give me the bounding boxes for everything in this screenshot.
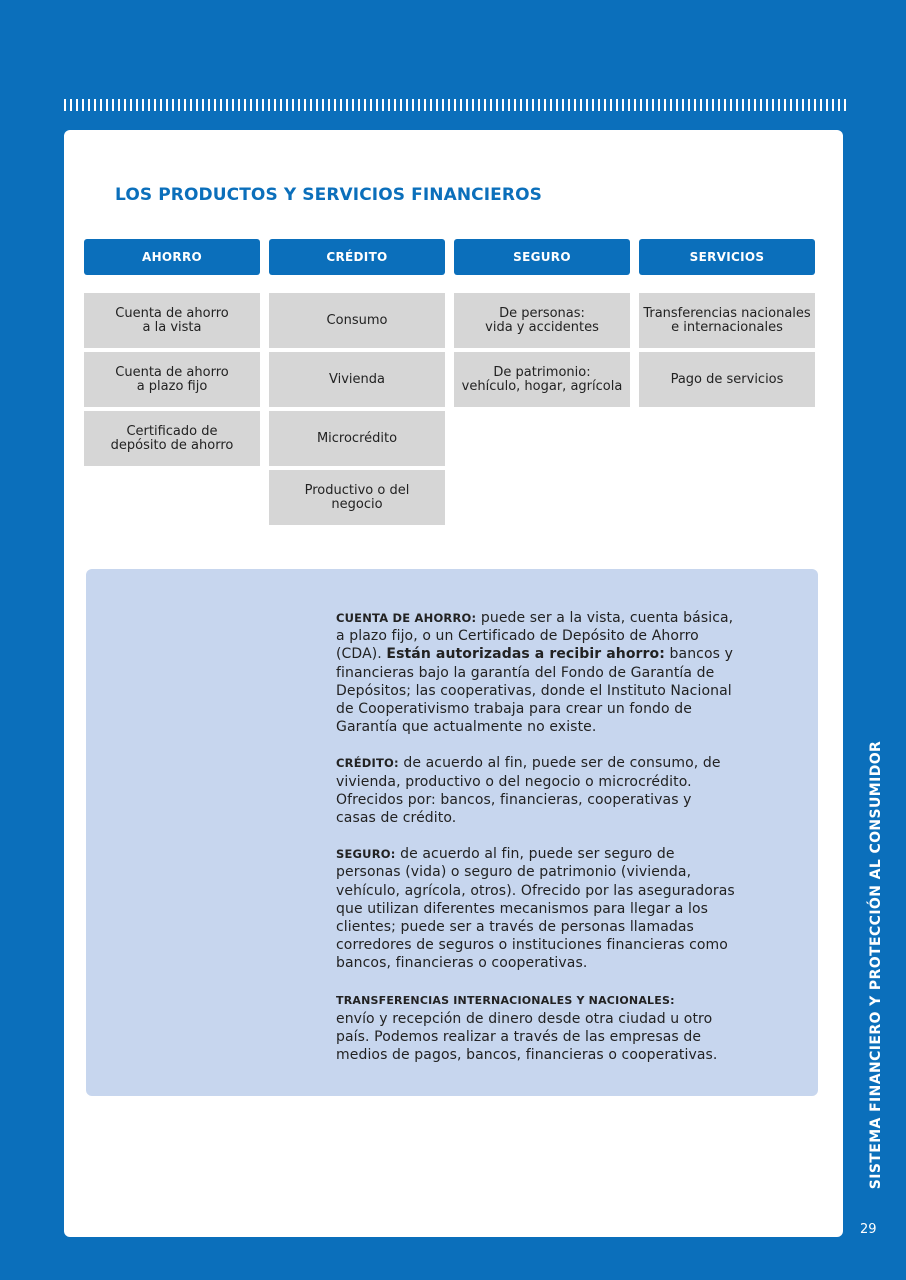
column-header: SERVICIOS bbox=[639, 239, 815, 275]
ahorro-text-2: bancos y financieras bajo la garantía del Fondo de Garantía de Depósitos; las cooperativas, donde el Instituto Nacional de Cooperativismo trabaja para crear un fondo de Garantía que actualmente no existe. bbox=[336, 646, 733, 736]
seguro-paragraph bbox=[336, 845, 736, 972]
product-cell: Vivienda bbox=[269, 352, 445, 407]
product-cell: Pago de servicios bbox=[639, 352, 815, 407]
column-header: AHORRO bbox=[84, 239, 260, 275]
column-header: CRÉDITO bbox=[269, 239, 445, 275]
product-cell: De patrimonio: vehículo, hogar, agrícola bbox=[454, 352, 630, 407]
product-cell: De personas: vida y accidentes bbox=[454, 293, 630, 348]
page-title: LOS PRODUCTOS Y SERVICIOS FINANCIEROS bbox=[115, 185, 542, 205]
sidebar-section-title: SISTEMA FINANCIERO Y PROTECCIÓN AL CONSUMIDOR bbox=[868, 740, 884, 1190]
transferencias-label: TRANSFERENCIAS INTERNACIONALES Y NACIONALES: bbox=[336, 993, 675, 1007]
ahorro-emphasis: Están autorizadas a recibir ahorro: bbox=[386, 646, 665, 663]
decorative-tick-strip bbox=[64, 99, 846, 111]
transferencias-paragraph bbox=[336, 991, 736, 1065]
info-text bbox=[336, 609, 736, 1082]
product-cell: Consumo bbox=[269, 293, 445, 348]
column-credito bbox=[269, 239, 445, 525]
page-number: 29 bbox=[860, 1222, 877, 1237]
ahorro-label: CUENTA DE AHORRO: bbox=[336, 611, 477, 625]
column-cells bbox=[84, 293, 260, 466]
product-cell: Transferencias nacionales e internacionales bbox=[639, 293, 815, 348]
info-box bbox=[86, 569, 818, 1096]
product-cell: Cuenta de ahorro a plazo fijo bbox=[84, 352, 260, 407]
column-cells bbox=[269, 293, 445, 525]
column-cells bbox=[454, 293, 630, 407]
column-servicios bbox=[639, 239, 815, 407]
content-card bbox=[64, 130, 843, 1237]
column-cells bbox=[639, 293, 815, 407]
product-cell: Microcrédito bbox=[269, 411, 445, 466]
column-ahorro bbox=[84, 239, 260, 466]
product-cell: Cuenta de ahorro a la vista bbox=[84, 293, 260, 348]
credito-text: de acuerdo al fin, puede ser de consumo, de vivienda, productivo o del negocio o microcrédito. Ofrecidos por: bancos, financieras, cooperativas y casas de crédito. bbox=[336, 755, 721, 827]
seguro-text: de acuerdo al fin, puede ser seguro de personas (vida) o seguro de patrimonio (vivienda, vehículo, agrícola, otros). Ofrecido por las aseguradoras que utilizan diferentes mecanismos para llegar a los clientes; puede ser a través de personas llamadas corredores de seguros o instituciones financieras como bancos, financieras o cooperativas. bbox=[336, 846, 735, 972]
column-header: SEGURO bbox=[454, 239, 630, 275]
column-seguro bbox=[454, 239, 630, 407]
seguro-label: SEGURO: bbox=[336, 847, 396, 862]
credito-label: CRÉDITO: bbox=[336, 756, 399, 771]
ahorro-text-1: puede ser a la vista, cuenta básica, a plazo fijo, o un Certificado de Depósito de Ahorro (CDA). bbox=[336, 610, 734, 663]
product-cell: Certificado de depósito de ahorro bbox=[84, 411, 260, 466]
product-cell: Productivo o del negocio bbox=[269, 470, 445, 525]
transferencias-text: envío y recepción de dinero desde otra ciudad u otro país. Podemos realizar a través de las empresas de medios de pagos, bancos, financieras o cooperativas. bbox=[336, 1010, 718, 1064]
credito-paragraph bbox=[336, 754, 736, 827]
ahorro-paragraph bbox=[336, 609, 736, 736]
